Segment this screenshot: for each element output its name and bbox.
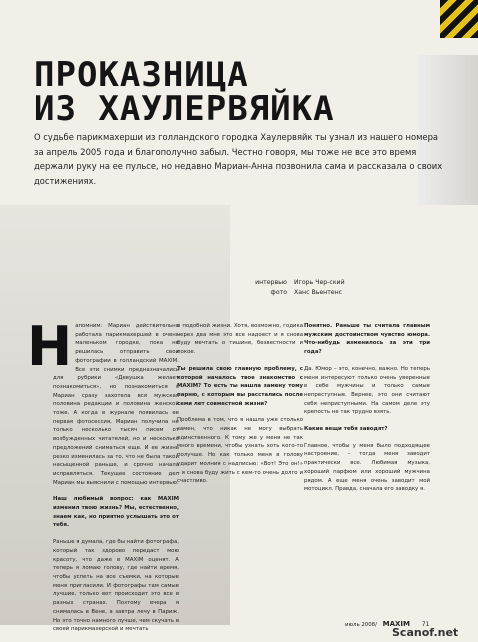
answer-4: Главное, чтобы у меня было подходящее настроение, – тогда меня заводит практически все. Любимая музыка, хороший парфюм или хороший мужчина рядом. А еще меня очень заводит мой мотоцикл. Правда, сначала его заводку я.	[304, 442, 430, 493]
drop-cap: Н	[27, 315, 73, 378]
credit-role: интервью	[255, 279, 287, 286]
answer-1: Раньше я думала, где бы найти фотографа, который так здорово передаст мою красоту, что даже в MAXIM оценят. А теперь я ломаю голову, где найти время, чтобы успеть на все съемки, на которые меня пригласили. И фотографы там самые лучшие, только вот происходит это все в разных странах. Позтому вчера я снималась в Вене, а завтра лечу в Париж. Но это точно намного лучше, чем скучать в своей парикмахерской и мечтать	[53, 539, 179, 633]
question-1: Наш любимый вопрос: как MAXIM изменил твою жизнь? Мы, естественно, знаем как, но приятно услышать это от тебя.	[53, 496, 179, 529]
footer-brand-logo: MAXIM	[382, 620, 410, 628]
article-column-1	[27, 315, 179, 642]
question-2: Ты решила свою главную проблему, с которой началось твое знакомство с MAXIM? То есть ты нашла замену тому парню, с которым вы расстались после семи лет совместной жизни?	[177, 365, 303, 407]
intro-paragraph	[27, 315, 179, 487]
credit-name: Игорь Чер-ский	[294, 279, 345, 286]
footer-issue: июль 2008/	[345, 622, 377, 628]
answer-1-continued: о подобной жизни. Хотя, возможно, годика через два мне это все надоест и я снова буду мечтать о тишине, безвестности и покое.	[177, 323, 303, 356]
headline-line-1: ПРОКАЗНИЦА	[34, 55, 249, 95]
article-column-3	[304, 322, 430, 502]
answer-3: Да. Юмор – это, конечно, важно. Но теперь меня интересуют только очень уверенные в себе мужчины и только самые непреступные. Вернее, это они считают себя неприступными. На самом деле эту крепость не так трудно взять.	[304, 365, 430, 416]
credit-role: фото	[270, 289, 287, 296]
article-headline	[34, 55, 434, 129]
hazard-stripes-corner	[440, 0, 478, 38]
credit-photo	[245, 288, 405, 298]
question-4: Какие вещи тебя заводят?	[304, 426, 388, 433]
headline-line-2: ИЗ ХАУЛЕРВЯЙКА	[34, 89, 335, 129]
answer-2: Проблема в том, что я нашла уже столько замен, что никак не могу выбрать единственного. К тому же у меня не так много времени, чтобы узнать хоть кого-то получше. Но как только меня в голову ударит молния с надписью: «Вот! Это он!» – я снова буду жить с кем-то очень долго и счастливо.	[177, 417, 303, 485]
article-column-2	[177, 322, 303, 494]
intro-text: апомним: Мариан действительно работала парикмахершей в очень маленьком городке, пока не решилась отправить свои фотографии в голландский MAXIM. Все эти снимки предназначались для рубрики «Девушка желает познакомиться», но познакомиться с Мариан сразу захотела вся мужская половина редакции и половина женской тоже. А когда в журнале появилась ее первая фотосессия, Мариан получила не только несколько тысяч писем от возбужденных читателей, но и несколько предложений сниматься еще. И ее жизнь резко изменилась за то, что не была такой насыщенной раньше, и срочно начала исправляться. Текущее состояние дел Мариан мы выяснили с помощью интервью.	[53, 323, 179, 486]
question-3: Понятно. Раньше ты считала главным мужским достоинством чувство юмора. Что-нибудь изменилось за эти три года?	[304, 323, 430, 356]
credit-name: Ханс Вьентенс	[294, 289, 343, 296]
credit-interview	[245, 278, 405, 288]
article-credits	[245, 278, 405, 298]
article-lead: О судьбе парикмахерши из голландского городка Хаулервяйк ты узнал из нашего номера за апрель 2005 года и благополучно забыл. Честно говоря, мы тоже не все это время держали руку на ее пульсе, но недавно Мариан-Анна позвонила сама и рассказала о своих достижениях.	[34, 132, 443, 186]
page-number: 71	[421, 621, 430, 628]
scan-watermark: Scanof.net	[392, 626, 459, 639]
